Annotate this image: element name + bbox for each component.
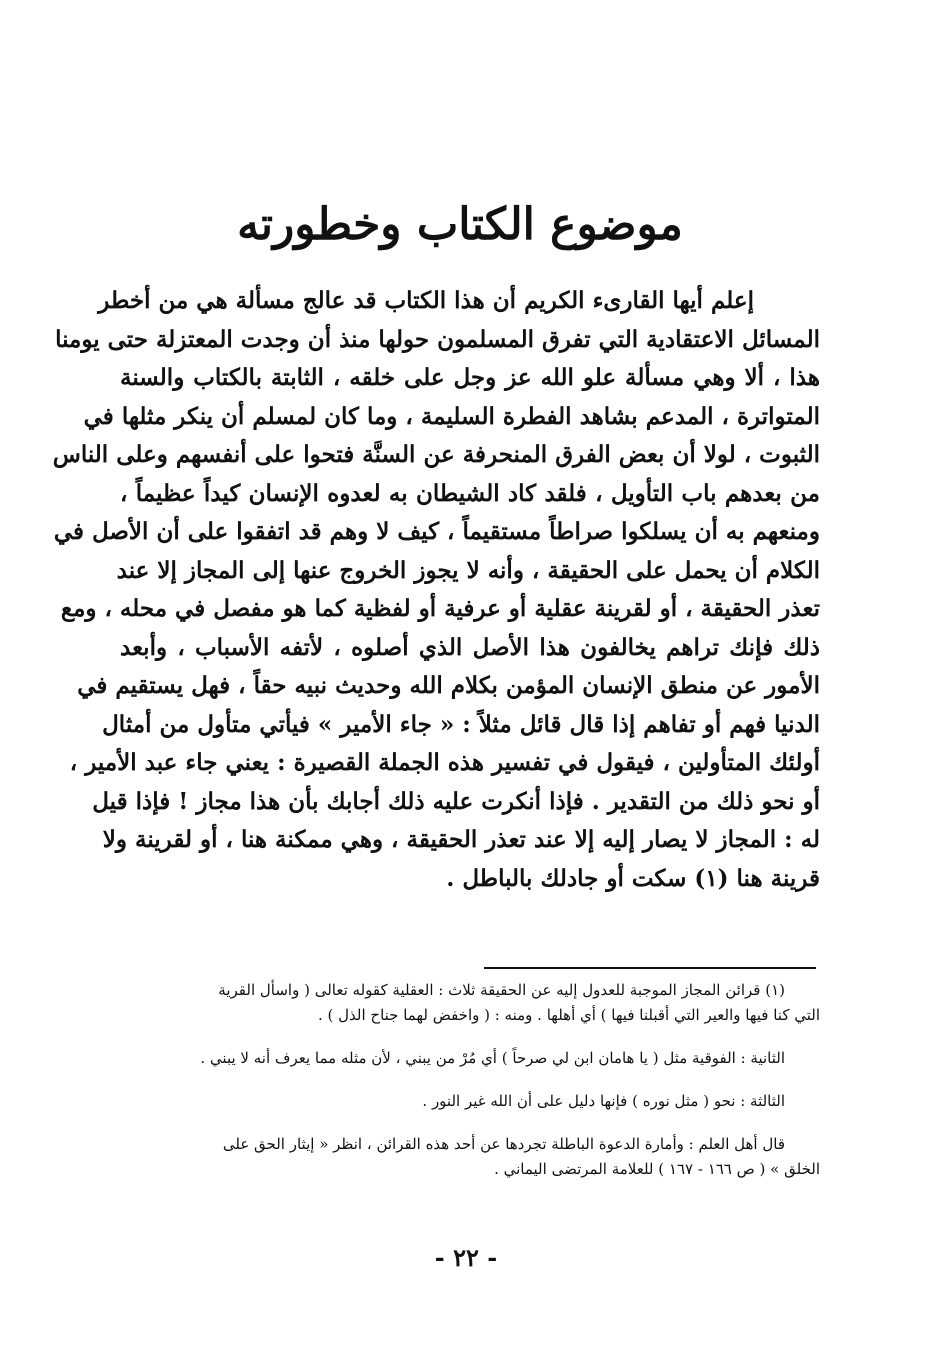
footnotes — [112, 978, 820, 1182]
footnote-line: الثالثة : نحو ( مثل نوره ) فإنها دليل على أن الله غير النور . — [422, 1092, 785, 1110]
footnote-line: الخلق » ( ص ١٦٦ - ١٦٧ ) للعلامة المرتضى اليماني . — [494, 1160, 820, 1178]
body-line: ذلك فإنك تراهم يخالفون هذا الأصل الذي أصلوه ، لأتفه الأسباب ، وأبعد — [120, 633, 820, 661]
footnote-line: قال أهل العلم : وأمارة الدعوة الباطلة تجردها عن أحد هذه القرائن ، انظر « إيثار الحق على — [222, 1135, 785, 1153]
footnote-line: (١) قرائن المجاز الموجبة للعدول إليه عن الحقيقة ثلاث : العقلية كقوله تعالى ( واسأل القرية — [218, 981, 785, 999]
body-line: المسائل الاعتقادية التي تفرق المسلمون حولها منذ أن وجدت المعتزلة حتى يومنا — [55, 325, 820, 353]
body-line: إعلم أيها القارىء الكريم أن هذا الكتاب قد عالج مسألة هي من أخطر — [98, 287, 754, 314]
body-line: الأمور عن منطق الإنسان المؤمن بكلام الله وحديث نبيه حقاً ، فهل يستقيم في — [77, 672, 820, 699]
body-line: له : المجاز لا يصار إليه إلا عند تعذر الحقيقة ، وهي ممكنة هنا ، أو لقرينة ولا — [102, 826, 820, 853]
body-line: تعذر الحقيقة ، أو لقرينة عقلية أو عرفية أو لفظية كما هو مفصل في محله ، ومع — [60, 595, 820, 622]
chapter-title: موضوع الكتاب وخطورته — [237, 199, 683, 250]
body-line: الدنيا فهم أو تفاهم إذا قال قائل مثلاً : « جاء الأمير » فيأتي متأول من أمثال — [102, 710, 820, 738]
body-line: هذا ، ألا وهي مسألة علو الله عز وجل على خلقه ، الثابتة بالكتاب والسنة — [120, 364, 820, 391]
body-line: أو نحو ذلك من التقدير . فإذا أنكرت عليه ذلك أجابك بأن هذا مجاز ! فإذا قيل — [92, 787, 820, 815]
body-line: الثبوت ، لولا أن بعض الفرق المنحرفة عن السنَّة فتحوا على أنفسهم وعلى الناس — [52, 441, 820, 468]
body-line: من بعدهم باب التأويل ، فلقد كاد الشيطان به لعدوه الإنسان كيداً عظيماً ، — [120, 479, 820, 507]
body-text — [52, 282, 820, 898]
body-line: أولئك المتأولين ، فيقول في تفسير هذه الجملة القصيرة : يعني جاء عبد الأمير ، — [69, 749, 820, 776]
page-number: - ٢٢ - — [434, 1243, 498, 1272]
body-line: ومنعهم به أن يسلكوا صراطاً مستقيماً ، كيف لا وهم قد اتفقوا على أن الأصل في — [53, 518, 820, 545]
footnote-separator — [484, 967, 816, 969]
footnote-line: التي كنا فيها والعير التي أقبلنا فيها ) أي أهلها . ومنه : ( واخفض لهما جناح الذل ) . — [317, 1006, 820, 1024]
body-line: الكلام أن يحمل على الحقيقة ، وأنه لا يجوز الخروج عنها إلى المجاز إلا عند — [116, 556, 820, 584]
body-line: قرينة هنا (١) سكت أو جادلك بالباطل . — [446, 864, 820, 892]
body-line: المتواترة ، المدعم بشاهد الفطرة السليمة ، وما كان لمسلم أن ينكر مثلها في — [83, 402, 820, 430]
footnote-line: الثانية : الفوقية مثل ( يا هامان ابن لي صرحاً ) أي مُرْ من يبني ، لأن مثله مما يعرف أنه لا يبني . — [200, 1049, 785, 1067]
